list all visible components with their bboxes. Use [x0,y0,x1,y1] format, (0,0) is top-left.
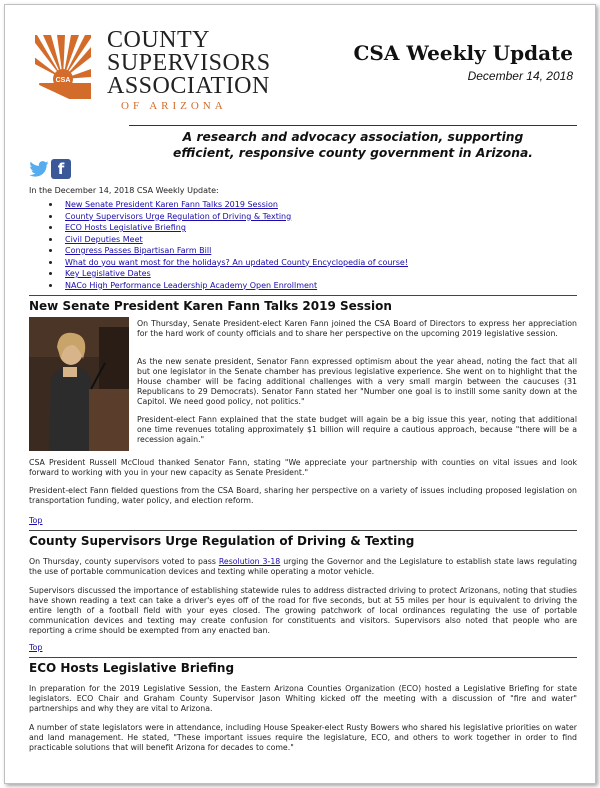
section-divider [29,295,577,296]
logo-line-2: SUPERVISORS [107,50,271,76]
top-link-wrapper [29,516,43,525]
resolution-link[interactable]: Resolution 3-18 [218,557,281,566]
texting-paragraph-2: Supervisors discussed the importance of establishing statewide rules to address distracted driving to protect Arizonans, noting that studies have shown reading a text can take a driver's eyes off of the road for five seconds, but at 55 miles per hour is equivalent to driving the entire length of a football field with your eyes closed. The growing patchwork of local ordinances regulating the use of portable communication devices and texting may create confusion for constituents and visitors. Supervisors also noted that people who are reporting a crime should be exempted from any enacted ban. [29,586,577,635]
section-title-eco: ECO Hosts Legislative Briefing [29,661,235,675]
toc-item [49,234,408,246]
logo-wordmark [107,29,271,98]
eco-paragraph-1: In preparation for the 2019 Legislative Session, the Eastern Arizona Counties Organization (ECO) hosted a Legislative Briefing for state legislators. ECO Chair and Graham County Supervisor Jason Whiting kicked off the meeting with a discussion of "fire and water" partnerships and why they are vital to Arizona. [29,684,577,713]
toc-item [49,245,408,257]
fann-paragraph-3: President-elect Fann explained that the state budget will again be a big issue this year, noting that additional one time revenues totaling approximately $1 billion will require a cautious approach, because "there will be a recession again." [137,415,577,444]
tagline [129,129,577,161]
section-divider [29,530,577,531]
top-link-wrapper [29,643,43,652]
karen-fann-photo [29,317,129,451]
newsletter-page [4,4,596,784]
logo-line-3: ASSOCIATION [107,73,270,99]
toc-link-texting[interactable]: County Supervisors Urge Regulation of Driving & Texting [65,211,292,221]
texting-p1-pre: On Thursday, county supervisors voted to pass [29,557,219,566]
facebook-icon[interactable]: f [51,159,71,179]
fann-paragraph-2: As the new senate president, Senator Fann expressed optimism about the year ahead, noting the fact that all but one legislator in the Senate chamber has previous legislative experience. She went on to highlight that the House chamber will be facing additional challenges with a very small margin between the caucuses (31 Republicans to 29 Democrats). Senator Fann stated her "Number one goal is to instill some sanity down at the Capitol. We need good policy, not politics." [137,357,577,406]
top-link[interactable]: Top [29,643,43,652]
toc-link-civil-deputies[interactable]: Civil Deputies Meet [65,234,143,244]
tagline-line-2: efficient, responsive county government in Arizona. [173,146,533,160]
table-of-contents [49,199,408,291]
toc-item [49,199,408,211]
logo-line-1: COUNTY [107,27,210,53]
toc-link-farm-bill[interactable]: Congress Passes Bipartisan Farm Bill [65,246,212,255]
eco-paragraph-2: A number of state legislators were in attendance, including House Speaker-elect Rusty Bowers who shared his legislative priorities on water and land management. He stated, "These important issues require the legislature, ECO, and others to work together in order to find practicable solutions that will benefit Arizona for decades to come." [29,723,577,752]
csa-logo [29,27,279,117]
header [5,5,595,125]
toc-link-fann[interactable]: New Senate President Karen Fann Talks 2019 Session [65,200,278,209]
section-divider [29,657,577,658]
toc-item [49,268,408,280]
speaker-at-podium-image [29,317,129,451]
texting-p1-post: urging the Governor and the Legislature to establish state laws regulating the use of portable communication devices and texting while operating a motor vehicle. [29,557,577,576]
texting-paragraph-1 [29,557,577,577]
twitter-icon[interactable] [29,161,49,177]
toc-item [49,222,408,234]
toc-link-naco-academy[interactable]: NACo High Performance Leadership Academy Open Enrollment [65,280,318,290]
top-link[interactable]: Top [29,516,43,525]
toc-item [49,257,408,269]
newsletter-date: December 14, 2018 [467,69,573,83]
section-title-fann: New Senate President Karen Fann Talks 2019 Session [29,299,392,313]
fann-paragraph-5: President-elect Fann fielded questions from the CSA Board, sharing her perspective on a variety of issues including proposed legislation on transportation funding, water policy, and election reform. [29,486,577,505]
newsletter-title: CSA Weekly Update [353,41,573,65]
logo-badge-text: CSA [55,77,71,84]
fann-paragraph-4: CSA President Russell McCloud thanked Senator Fann, stating "We appreciate your partnership with counties on vital issues and look forward to working with you in your new capacity as Senate President." [29,458,577,477]
fann-paragraph-1: On Thursday, Senate President-elect Karen Fann joined the CSA Board of Directors to express her appreciation for the hard work of county officials and to share her perspective on the upcoming 2019 legislative session. [137,319,577,338]
logo-subtitle: OF ARIZONA [121,100,227,112]
arizona-sunburst-icon [29,27,109,107]
section-title-texting: County Supervisors Urge Regulation of Driving & Texting [29,534,415,548]
toc-item [49,280,408,292]
header-divider [129,125,577,126]
tagline-line-1: A research and advocacy association, supporting [182,130,524,144]
toc-link-eco[interactable]: ECO Hosts Legislative Briefing [65,223,186,232]
title-block [354,41,574,83]
toc-item [49,211,408,223]
toc-link-legislative-dates[interactable]: Key Legislative Dates [65,269,151,278]
intro-text: In the December 14, 2018 CSA Weekly Update: [29,186,219,195]
toc-link-encyclopedia[interactable]: What do you want most for the holidays? An updated County Encyclopedia of course! [65,257,408,267]
